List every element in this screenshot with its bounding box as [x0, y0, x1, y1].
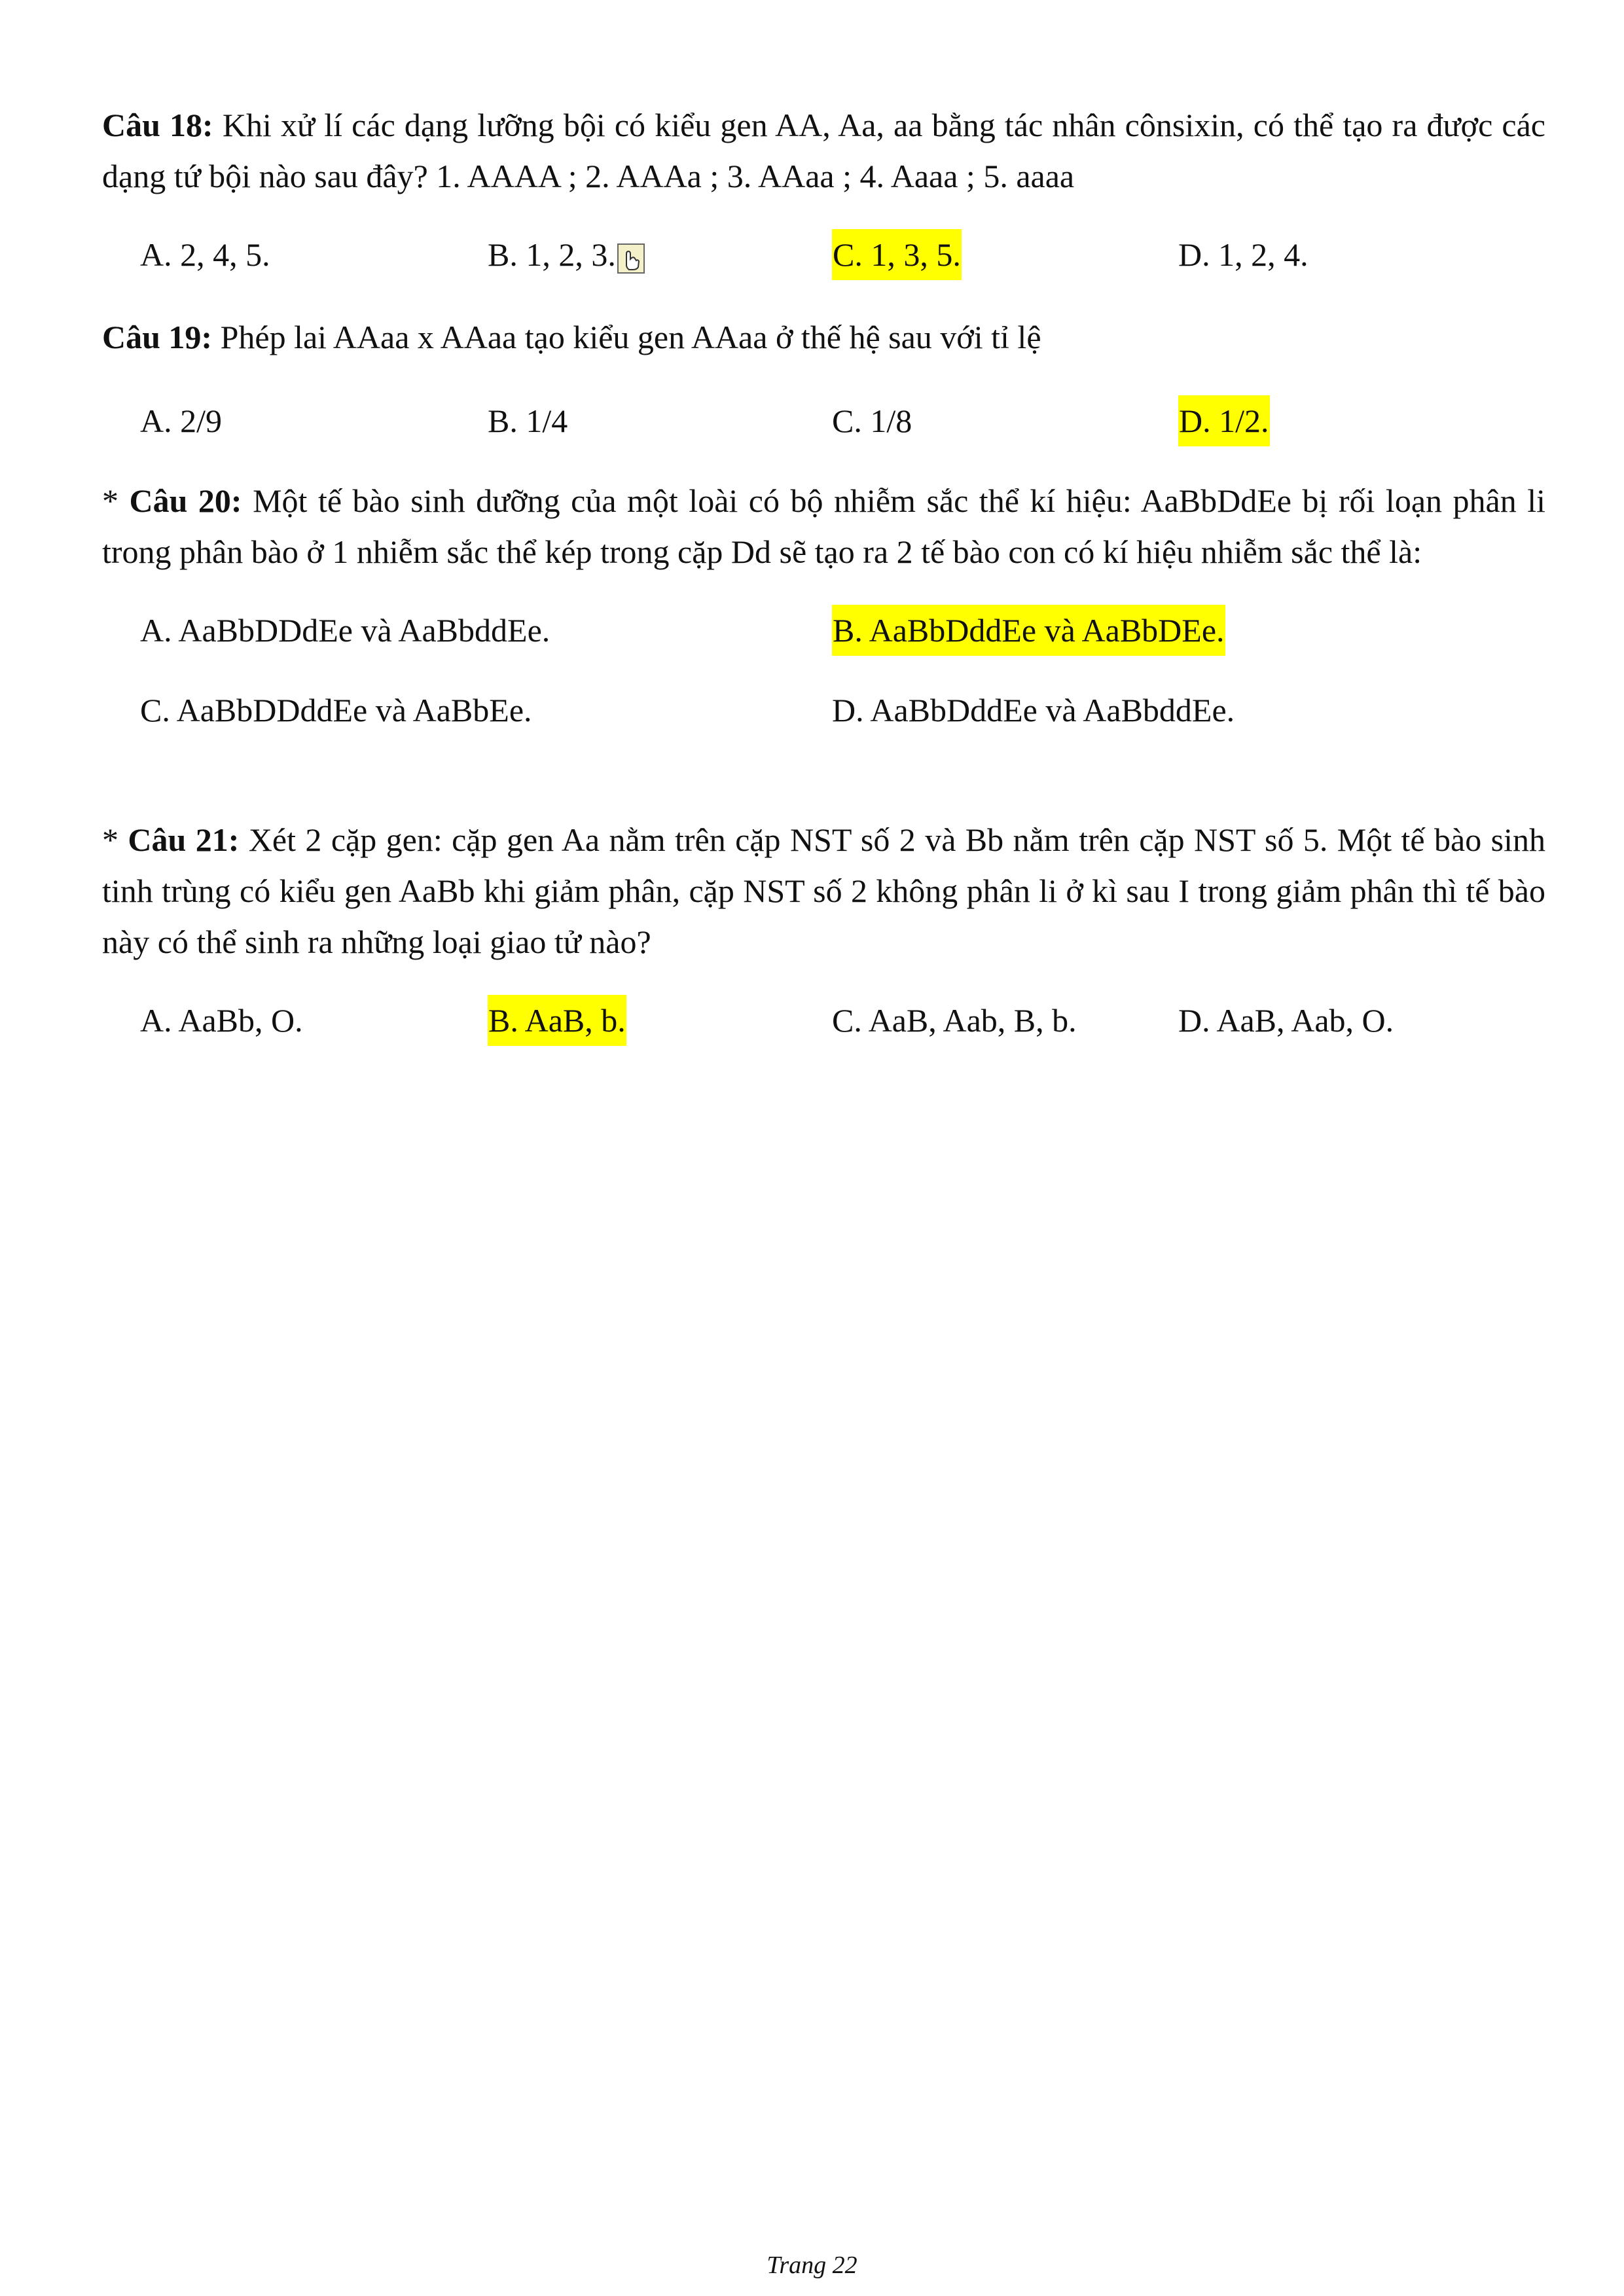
option-b[interactable]: B. 1/4: [488, 403, 568, 439]
option-b[interactable]: [488, 229, 645, 280]
option-b[interactable]: B. AaB, b.: [488, 995, 626, 1046]
option-d[interactable]: D. AaB, Aab, O.: [1178, 1002, 1394, 1039]
option-a[interactable]: A. 2, 4, 5.: [140, 236, 270, 273]
question-label: Câu 20:: [129, 482, 242, 519]
question-label: Câu 19:: [102, 319, 213, 355]
hand-cursor-icon: [617, 243, 645, 274]
question-18: [102, 99, 1545, 280]
option-a[interactable]: A. AaBbDDdEe và AaBbddEe.: [140, 612, 550, 649]
question-stem: [102, 475, 1545, 577]
option-c[interactable]: C. AaBbDDddEe và AaBbEe.: [140, 692, 532, 728]
question-21: [102, 814, 1545, 1046]
question-text: Khi xử lí các dạng lưỡng bội có kiểu gen AA, Aa, aa bằng tác nhân cônsixin, có thể tạo ra được các dạng tứ bội nào sau đây? 1. AAAA ; 2. AAAa ; 3. AAaa ; 4. Aaaa ; 5. aaaa: [102, 107, 1545, 194]
option-a[interactable]: A. 2/9: [140, 403, 222, 439]
option-c[interactable]: C. 1/8: [832, 403, 912, 439]
question-label: Câu 21:: [128, 821, 240, 858]
question-label: Câu 18:: [102, 107, 213, 143]
question-text: Một tế bào sinh dưỡng của một loài có bộ nhiễm sắc thể kí hiệu: AaBbDdEe bị rối loạn phân li trong phân bào ở 1 nhiễm sắc thể kép trong cặp Dd sẽ tạo ra 2 tế bào con có kí hiệu nhiễm sắc thể là:: [102, 482, 1545, 570]
option-d[interactable]: D. 1/2.: [1178, 395, 1270, 446]
option-d[interactable]: D. 1, 2, 4.: [1178, 236, 1308, 273]
option-d[interactable]: D. AaBbDddEe và AaBbddEe.: [832, 692, 1235, 728]
question-stem: [102, 814, 1545, 967]
option-c[interactable]: C. AaB, Aab, B, b.: [832, 1002, 1077, 1039]
option-c[interactable]: C. 1, 3, 5.: [832, 229, 962, 280]
answer-options: [102, 229, 1545, 280]
option-b[interactable]: B. AaBbDddEe và AaBbDEe.: [832, 605, 1225, 656]
optional-marker: *: [102, 482, 130, 519]
answer-options: [102, 995, 1545, 1046]
question-text: Xét 2 cặp gen: cặp gen Aa nằm trên cặp NST số 2 và Bb nằm trên cặp NST số 5. Một tế bào sinh tinh trùng có kiểu gen AaBb khi giảm phân, cặp NST số 2 không phân li ở kì sau I trong giảm phân thì tế bào này có thể sinh ra những loại giao tử nào?: [102, 821, 1545, 960]
question-20: [102, 475, 1545, 736]
answer-options: [102, 395, 1545, 446]
optional-marker: *: [102, 821, 128, 858]
answer-options-row-2: [102, 685, 1545, 736]
question-text: Phép lai AAaa x AAaa tạo kiểu gen AAaa ở thế hệ sau với tỉ lệ: [212, 319, 1041, 355]
question-19: [102, 312, 1545, 446]
option-a[interactable]: A. AaBb, O.: [140, 1002, 303, 1039]
option-b-text: B. 1, 2, 3.: [488, 236, 616, 273]
question-stem: [102, 99, 1545, 202]
answer-options-row-1: [102, 605, 1545, 656]
question-stem: [102, 312, 1545, 363]
page-number: Trang 22: [767, 2251, 857, 2279]
